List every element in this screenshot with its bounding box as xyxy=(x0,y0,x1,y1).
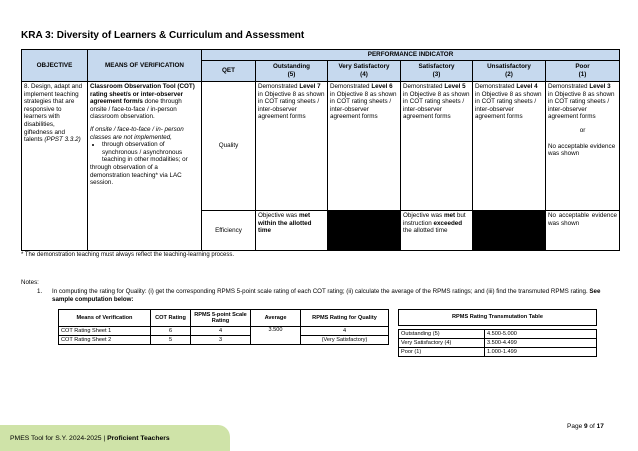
transmutation-title: RPMS Rating Transmutation Table xyxy=(399,310,597,326)
table-row: Very Satisfactory (4) 3.500-4.499 xyxy=(399,339,597,348)
notes-label: Notes: xyxy=(21,279,39,286)
table-row: COT Rating Sheet 1 6 4 3.500 4 xyxy=(59,327,389,336)
table-row: COT Rating Sheet 2 5 3 (Very Satisfactory) xyxy=(59,336,389,345)
performance-indicator-table xyxy=(21,49,620,251)
rating-header-outstanding: Outstanding (5) xyxy=(256,61,328,82)
qet-header: QET xyxy=(202,61,256,82)
footnote: * The demonstration teaching must always reflect the teaching-learning process. xyxy=(21,252,235,258)
page-number: Page 9 of 17 xyxy=(567,423,604,430)
quality-poor: Demonstrated Level 3 in Objective 8 as shown in COT rating sheets / inter-observer agreement forms or No acceptable evidence was shown xyxy=(546,82,620,211)
mov-header: MEANS OF VERIFICATION xyxy=(88,50,202,82)
quality-outstanding: Demonstrated Level 7 in Objective 8 as shown in COT rating sheets / inter-observer agreement forms xyxy=(256,82,328,211)
sample-header-quality: RPMS Rating for Quality xyxy=(301,310,389,327)
efficiency-label: Efficiency xyxy=(202,211,256,251)
mov-cell: Classroom Observation Tool (COT) rating sheet/s or inter-observer agreement form/s done through onsite / face-to-face / in-person classroom observation. If onsite / face-to-face / in- person classes are not implemented, • through observation of synchronous / asynchronous teaching in other modalities; or through observation of a demonstration teaching* via LAC session. xyxy=(88,82,202,251)
poor-or: or xyxy=(579,126,586,134)
efficiency-outstanding: Objective was met within the allotted time xyxy=(256,211,328,251)
poor-no-evidence: No acceptable evidence was shown xyxy=(548,142,616,158)
quality-label: Quality xyxy=(202,82,256,211)
performance-indicator-header: PERFORMANCE INDICATOR xyxy=(202,50,620,61)
objective-header: OBJECTIVE xyxy=(22,50,88,82)
table-row: Poor (1) 1.000-1.499 xyxy=(399,348,597,357)
efficiency-unsatisfactory-blocked xyxy=(473,211,546,251)
objective-cell: 8. Design, adapt and implement teaching strategies that are responsive to learners with disabilities, giftedness and talents (PPST 3.3.2) xyxy=(22,82,88,251)
transmutation-table xyxy=(398,309,597,357)
kra-title: KRA 3: Diversity of Learners & Curriculum and Assessment xyxy=(21,30,305,41)
efficiency-satisfactory: Objective was met but instruction exceeded the allotted time xyxy=(401,211,473,251)
rating-header-unsatisfactory: Unsatisfactory (2) xyxy=(473,61,546,82)
sample-header-mov: Means of Verification xyxy=(59,310,151,327)
quality-satisfactory: Demonstrated Level 5 in Objective 8 as shown in COT rating sheets / inter-observer agreement forms xyxy=(401,82,473,211)
efficiency-very-satisfactory-blocked xyxy=(328,211,401,251)
sample-header-average: Average xyxy=(251,310,301,327)
table-row: Outstanding (5) 4.500-5.000 xyxy=(399,330,597,339)
rating-header-poor: Poor (1) xyxy=(546,61,620,82)
quality-very-satisfactory: Demonstrated Level 6 in Objective 8 as shown in COT rating sheets / inter-observer agreement forms xyxy=(328,82,401,211)
footer-text: PMES Tool for S.Y. 2024-2025 | Proficient Teachers xyxy=(10,435,170,442)
mov-bullet: • through observation of synchronous / asynchronous teaching in other modalities; or xyxy=(102,141,199,164)
sample-average: 3.500 xyxy=(251,327,301,345)
sample-computation-table xyxy=(58,309,389,345)
sample-header-cot: COT Rating xyxy=(151,310,191,327)
rating-header-satisfactory: Satisfactory (3) xyxy=(401,61,473,82)
quality-unsatisfactory: Demonstrated Level 4 in Objective 8 as shown in COT rating sheets / inter-observer agreement forms xyxy=(473,82,546,211)
sample-header-rpms: RPMS 5-point Scale Rating xyxy=(191,310,251,327)
efficiency-poor: No acceptable evidence was shown xyxy=(546,211,620,251)
rating-header-very-satisfactory: Very Satisfactory (4) xyxy=(328,61,401,82)
